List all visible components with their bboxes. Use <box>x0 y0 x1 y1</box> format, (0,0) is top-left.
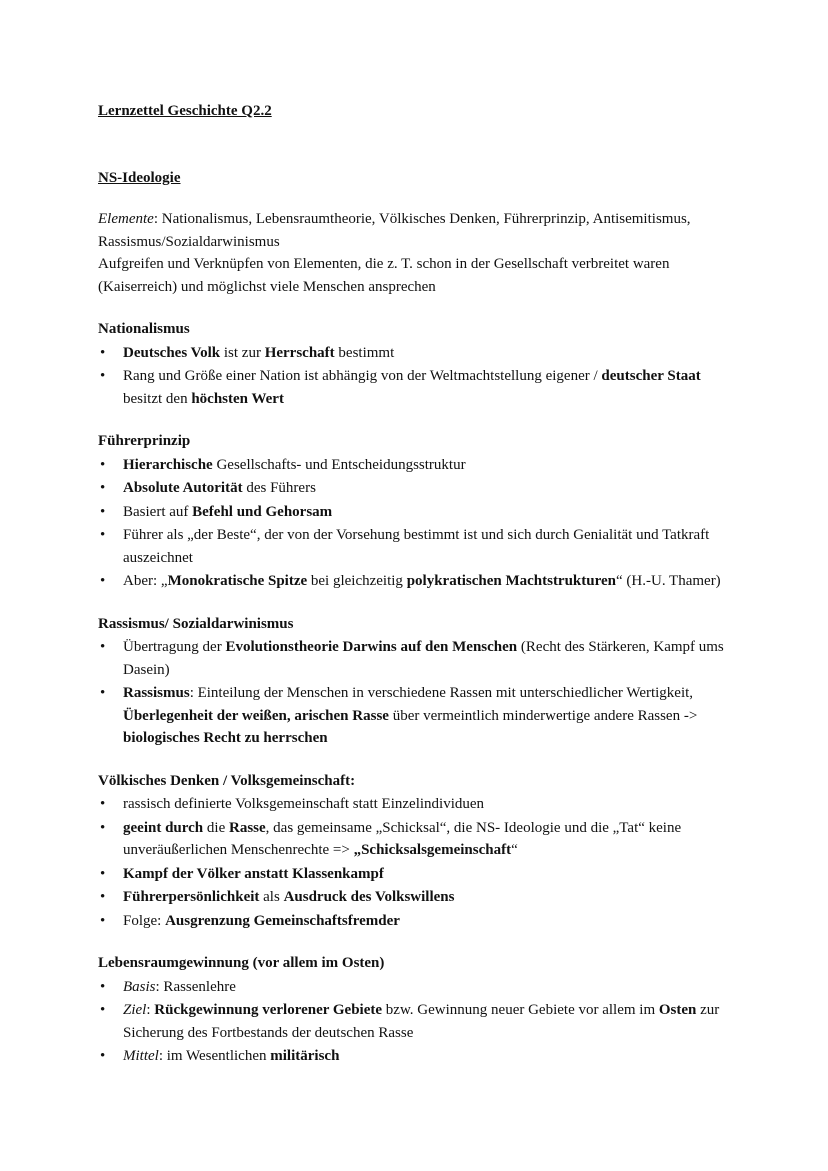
list-voelkisch <box>98 793 738 932</box>
list-item <box>98 570 738 593</box>
bullet-icon: • <box>100 912 106 929</box>
text: zur Sicherung des Fortbestands der deutschen Rasse <box>123 1002 720 1041</box>
bold-text: Kampf der Völker anstatt Klassenkampf <box>123 865 384 882</box>
bullet-icon: • <box>100 978 106 995</box>
list-item <box>98 976 738 999</box>
text: rassisch definierte Volksgemeinschaft statt Einzelindividuen <box>123 796 485 812</box>
bold-text: Befehl und Gehorsam <box>192 503 333 520</box>
list-item <box>98 910 738 933</box>
bullet-icon: • <box>100 480 106 496</box>
elemente-label: Elemente <box>98 211 154 227</box>
list-item <box>98 793 738 816</box>
section-heading-nationalismus: Nationalismus <box>98 321 190 337</box>
bold-text: Rasse <box>228 819 266 836</box>
text: die <box>203 819 229 836</box>
text: besitzt den <box>123 390 192 407</box>
list-item <box>98 999 738 1044</box>
bullet-icon: • <box>100 639 106 655</box>
italic-text: Ziel <box>123 1002 147 1018</box>
bullet-icon: • <box>100 1048 106 1064</box>
list-item <box>98 886 738 909</box>
bold-text: Rückgewinnung verlorener Gebiete <box>154 1002 383 1018</box>
elemente-text: : Nationalismus, Lebensraumtheorie, Völkisches Denken, Führerprinzip, Antisemitismus, Rassismus/Sozialdarwinismus <box>98 211 691 250</box>
list-item <box>98 342 738 365</box>
text: bei gleichzeitig <box>307 573 407 589</box>
italic-text: Basis <box>123 978 156 995</box>
bold-text: Hierarchische <box>123 456 213 473</box>
section-heading-fuehrerprinzip: Führerprinzip <box>98 433 191 449</box>
list-nationalismus <box>98 342 738 411</box>
text: “ <box>511 842 518 858</box>
text: bzw. Gewinnung neuer Gebiete vor allem im <box>382 1002 659 1018</box>
text: Aber: „ <box>123 573 168 589</box>
bold-text: deutscher Staat <box>601 368 701 384</box>
list-item <box>98 524 738 569</box>
list-item <box>98 477 738 500</box>
bold-text: polykratischen Machtstrukturen <box>406 573 616 589</box>
bold-text: militärisch <box>270 1048 340 1064</box>
intro-paragraph <box>98 208 738 298</box>
bold-text: „Schicksalsgemeinschaft <box>353 842 512 858</box>
bullet-icon: • <box>100 796 106 812</box>
list-item <box>98 636 738 681</box>
text: Basiert auf <box>123 503 193 520</box>
text: als <box>259 889 284 905</box>
text: : Einteilung der Menschen in verschiedene Rassen mit unterschiedlicher Wertigkeit, <box>189 685 694 701</box>
text: : Rassenlehre <box>155 978 236 995</box>
section-heading-voelkisch: Völkisches Denken / Volksgemeinschaft: <box>98 772 356 789</box>
document-title: Lernzettel Geschichte Q2.2 <box>98 103 272 119</box>
text: Folge: <box>123 912 166 929</box>
main-heading: NS-Ideologie <box>98 169 181 186</box>
list-item <box>98 682 738 750</box>
list-item <box>98 863 738 886</box>
text: Rang und Größe einer Nation ist abhängig von der Weltmachtstellung eigener / <box>123 368 602 384</box>
bold-text: geeint durch <box>123 819 204 836</box>
list-lebensraum <box>98 976 738 1068</box>
list-rassismus <box>98 636 738 750</box>
text: Übertragung der <box>123 639 226 655</box>
bold-text: Überlegenheit der weißen, arischen Rasse <box>123 707 389 724</box>
text: , das gemeinsame „Schicksal“, die NS- Ideologie und die „Tat“ keine unveräußerlichen Menschenrechte => <box>123 819 682 858</box>
text: : im Wesentlichen <box>158 1048 271 1064</box>
bold-text: biologisches Recht zu herrschen <box>123 730 328 746</box>
bullet-icon: • <box>100 685 106 701</box>
section-heading-rassismus: Rassismus/ Sozialdarwinismus <box>98 615 294 632</box>
text: (Recht des Stärkeren, Kampf ums Dasein) <box>123 639 724 678</box>
bullet-icon: • <box>100 573 106 589</box>
bullet-icon: • <box>100 889 106 905</box>
bold-text: Monokratische Spitze <box>167 573 308 589</box>
bold-text: Führerpersönlichkeit <box>123 889 260 905</box>
list-fuehrerprinzip <box>98 454 738 593</box>
intro-text: Aufgreifen und Verknüpfen von Elementen, die z. T. schon in der Gesellschaft verbreitet waren (Kaiserreich) und möglichst viele Menschen ansprechen <box>98 256 670 295</box>
bullet-icon: • <box>100 344 106 361</box>
list-item <box>98 817 738 862</box>
bold-text: Herrschaft <box>264 344 335 361</box>
list-item <box>98 454 738 477</box>
bold-text: Evolutionstheorie Darwins auf den Menschen <box>225 639 518 655</box>
list-item <box>98 365 738 410</box>
text: bestimmt <box>334 344 395 361</box>
bold-text: Absolute Autorität <box>123 480 243 496</box>
bold-text: Ausdruck des Volkswillens <box>283 889 455 905</box>
section-heading-lebensraum: Lebensraumgewinnung (vor allem im Osten) <box>98 955 385 971</box>
bold-text: Rassismus <box>123 685 190 701</box>
text: über vermeintlich minderwertige andere Rassen -> <box>388 707 698 724</box>
text: : <box>146 1002 155 1018</box>
bullet-icon: • <box>100 456 106 473</box>
bullet-icon: • <box>100 368 106 384</box>
bold-text: höchsten Wert <box>191 390 284 407</box>
bullet-icon: • <box>100 527 106 543</box>
bullet-icon: • <box>100 865 106 882</box>
text: Gesellschafts- und Entscheidungsstruktur <box>212 456 466 473</box>
list-item <box>98 501 738 524</box>
italic-text: Mittel <box>123 1048 159 1064</box>
text: “ (H.-U. Thamer) <box>616 573 721 589</box>
bold-text: Ausgrenzung Gemeinschaftsfremder <box>165 912 400 929</box>
text: Führer als „der Beste“, der von der Vorsehung bestimmt ist und sich durch Genialität und Tatkraft auszeichnet <box>123 527 710 566</box>
bullet-icon: • <box>100 1002 106 1018</box>
bold-text: Osten <box>658 1002 697 1018</box>
text: ist zur <box>220 344 265 361</box>
bullet-icon: • <box>100 819 106 836</box>
bold-text: Deutsches Volk <box>123 344 221 361</box>
bullet-icon: • <box>100 503 106 520</box>
text: des Führers <box>242 480 316 496</box>
list-item <box>98 1045 738 1068</box>
